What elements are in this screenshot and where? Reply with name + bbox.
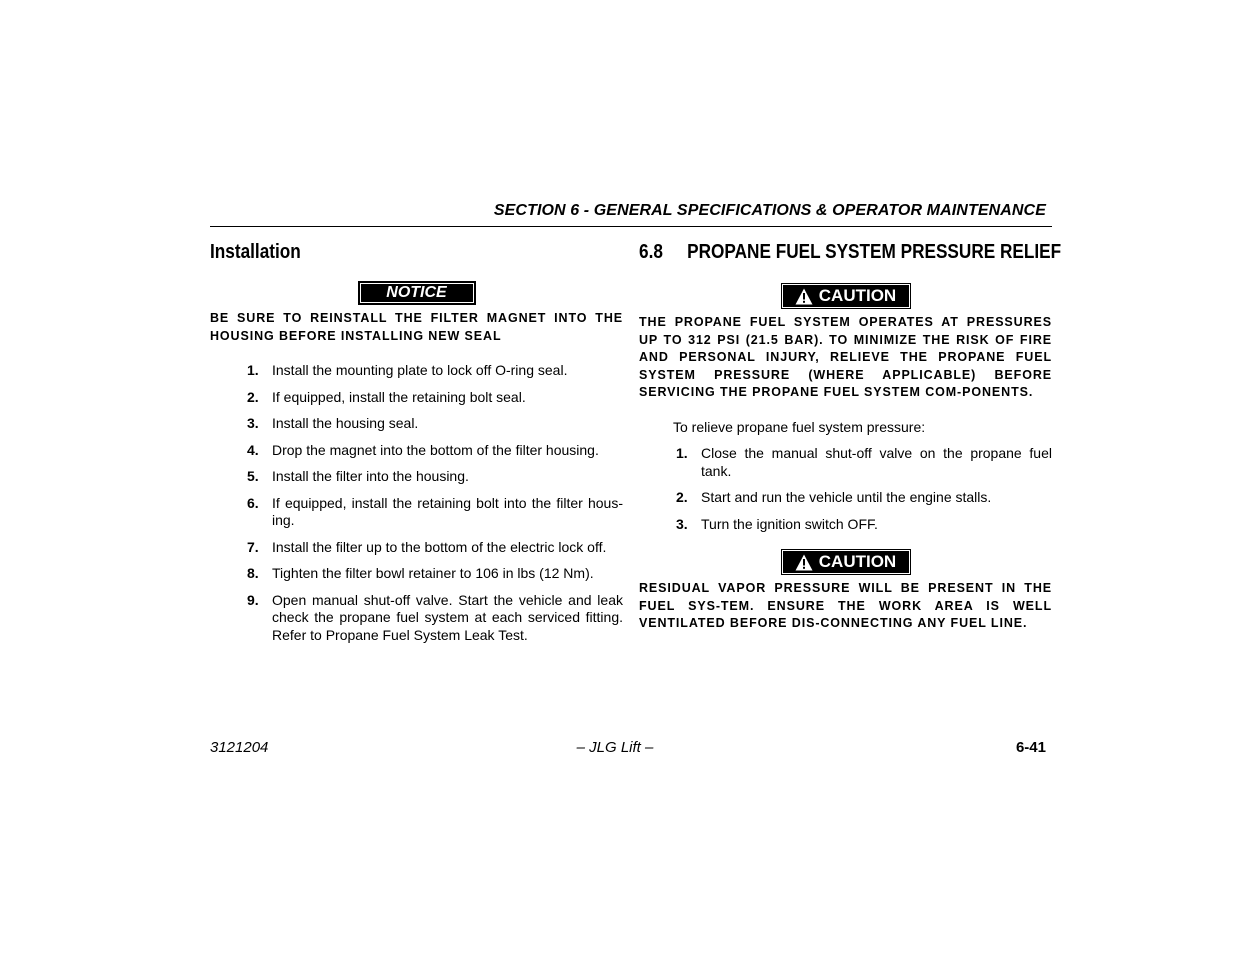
list-item: 4. Drop the magnet into the bottom of the filter housing. (247, 441, 599, 458)
caution-label: CAUTION (818, 286, 897, 305)
list-item: 1. Install the mounting plate to lock off O-ring seal. (247, 362, 568, 378)
document-number: 3121204 (210, 739, 269, 756)
notice-banner (210, 282, 623, 304)
list-item: 5. Install the filter into the housing. (247, 468, 469, 484)
caution-banner (639, 284, 1052, 309)
section-title: PROPANE FUEL SYSTEM PRESSURE RELIEF (687, 241, 1062, 263)
list-item: 7. Install the filter up to the bottom of the electric lock off. (247, 538, 607, 555)
list-item: 3. Install the housing seal. (247, 415, 419, 431)
caution-label: CAUTION (818, 552, 897, 571)
left-column (210, 238, 623, 644)
notice-label: NOTICE (359, 282, 475, 304)
page-header-title: SECTION 6 - GENERAL SPECIFICATIONS & OPERATOR MAINTENANCE (493, 202, 1046, 219)
list-item: 2. If equipped, install the retaining bolt seal. (247, 388, 526, 405)
header-divider (210, 226, 1052, 227)
pressure-relief-steps (639, 445, 1052, 533)
section-number: 6.8 (639, 241, 663, 263)
installation-heading: Installation (210, 241, 301, 263)
section-6-8-heading (639, 238, 1062, 266)
caution-banner (639, 550, 1052, 575)
list-item: 8. Tighten the filter bowl retainer to 106 in lbs (12 Nm). (247, 565, 594, 581)
warning-triangle-icon (795, 554, 813, 571)
list-item: 2. Start and run the vehicle until the engine stalls. (676, 489, 992, 505)
list-item: 1. Close the manual shut-off valve on the propane fuel tank. (676, 445, 1052, 479)
caution-text: THE PROPANE FUEL SYSTEM OPERATES AT PRESSURES UP TO 312 PSI (21.5 BAR). TO MINIMIZE THE RISK OF FIRE AND PERSONAL INJURY, RELIEVE THE PROPANE FUEL SYSTEM PRESSURE (WHERE APPLICABLE) BEFORE SERVICING THE PROPANE FUEL SYSTEM COM-PONENTS. (639, 315, 1052, 399)
list-item: 6. If equipped, install the retaining bolt into the filter hous-ing. (247, 494, 623, 528)
caution-text: RESIDUAL VAPOR PRESSURE WILL BE PRESENT IN THE FUEL SYS-TEM. ENSURE THE WORK AREA IS WELL VENTILATED BEFORE DIS-CONNECTING ANY FUEL LINE. (639, 581, 1052, 630)
warning-triangle-icon (795, 288, 813, 305)
intro-text: To relieve propane fuel system pressure: (673, 418, 926, 435)
right-column (639, 238, 1062, 633)
notice-text: BE SURE TO REINSTALL THE FILTER MAGNET INTO THE HOUSING BEFORE INSTALLING NEW SEAL (210, 311, 623, 343)
page-number: 6-41 (1015, 739, 1046, 756)
list-item: 9. Open manual shut-off valve. Start the vehicle and leak check the propane fuel system at each serviced fitting. Refer to Propane Fuel System Leak Test. (247, 591, 623, 643)
list-item: 3. Turn the ignition switch OFF. (676, 515, 878, 532)
footer-center-text: – JLG Lift – (576, 739, 654, 756)
installation-steps (210, 362, 623, 644)
